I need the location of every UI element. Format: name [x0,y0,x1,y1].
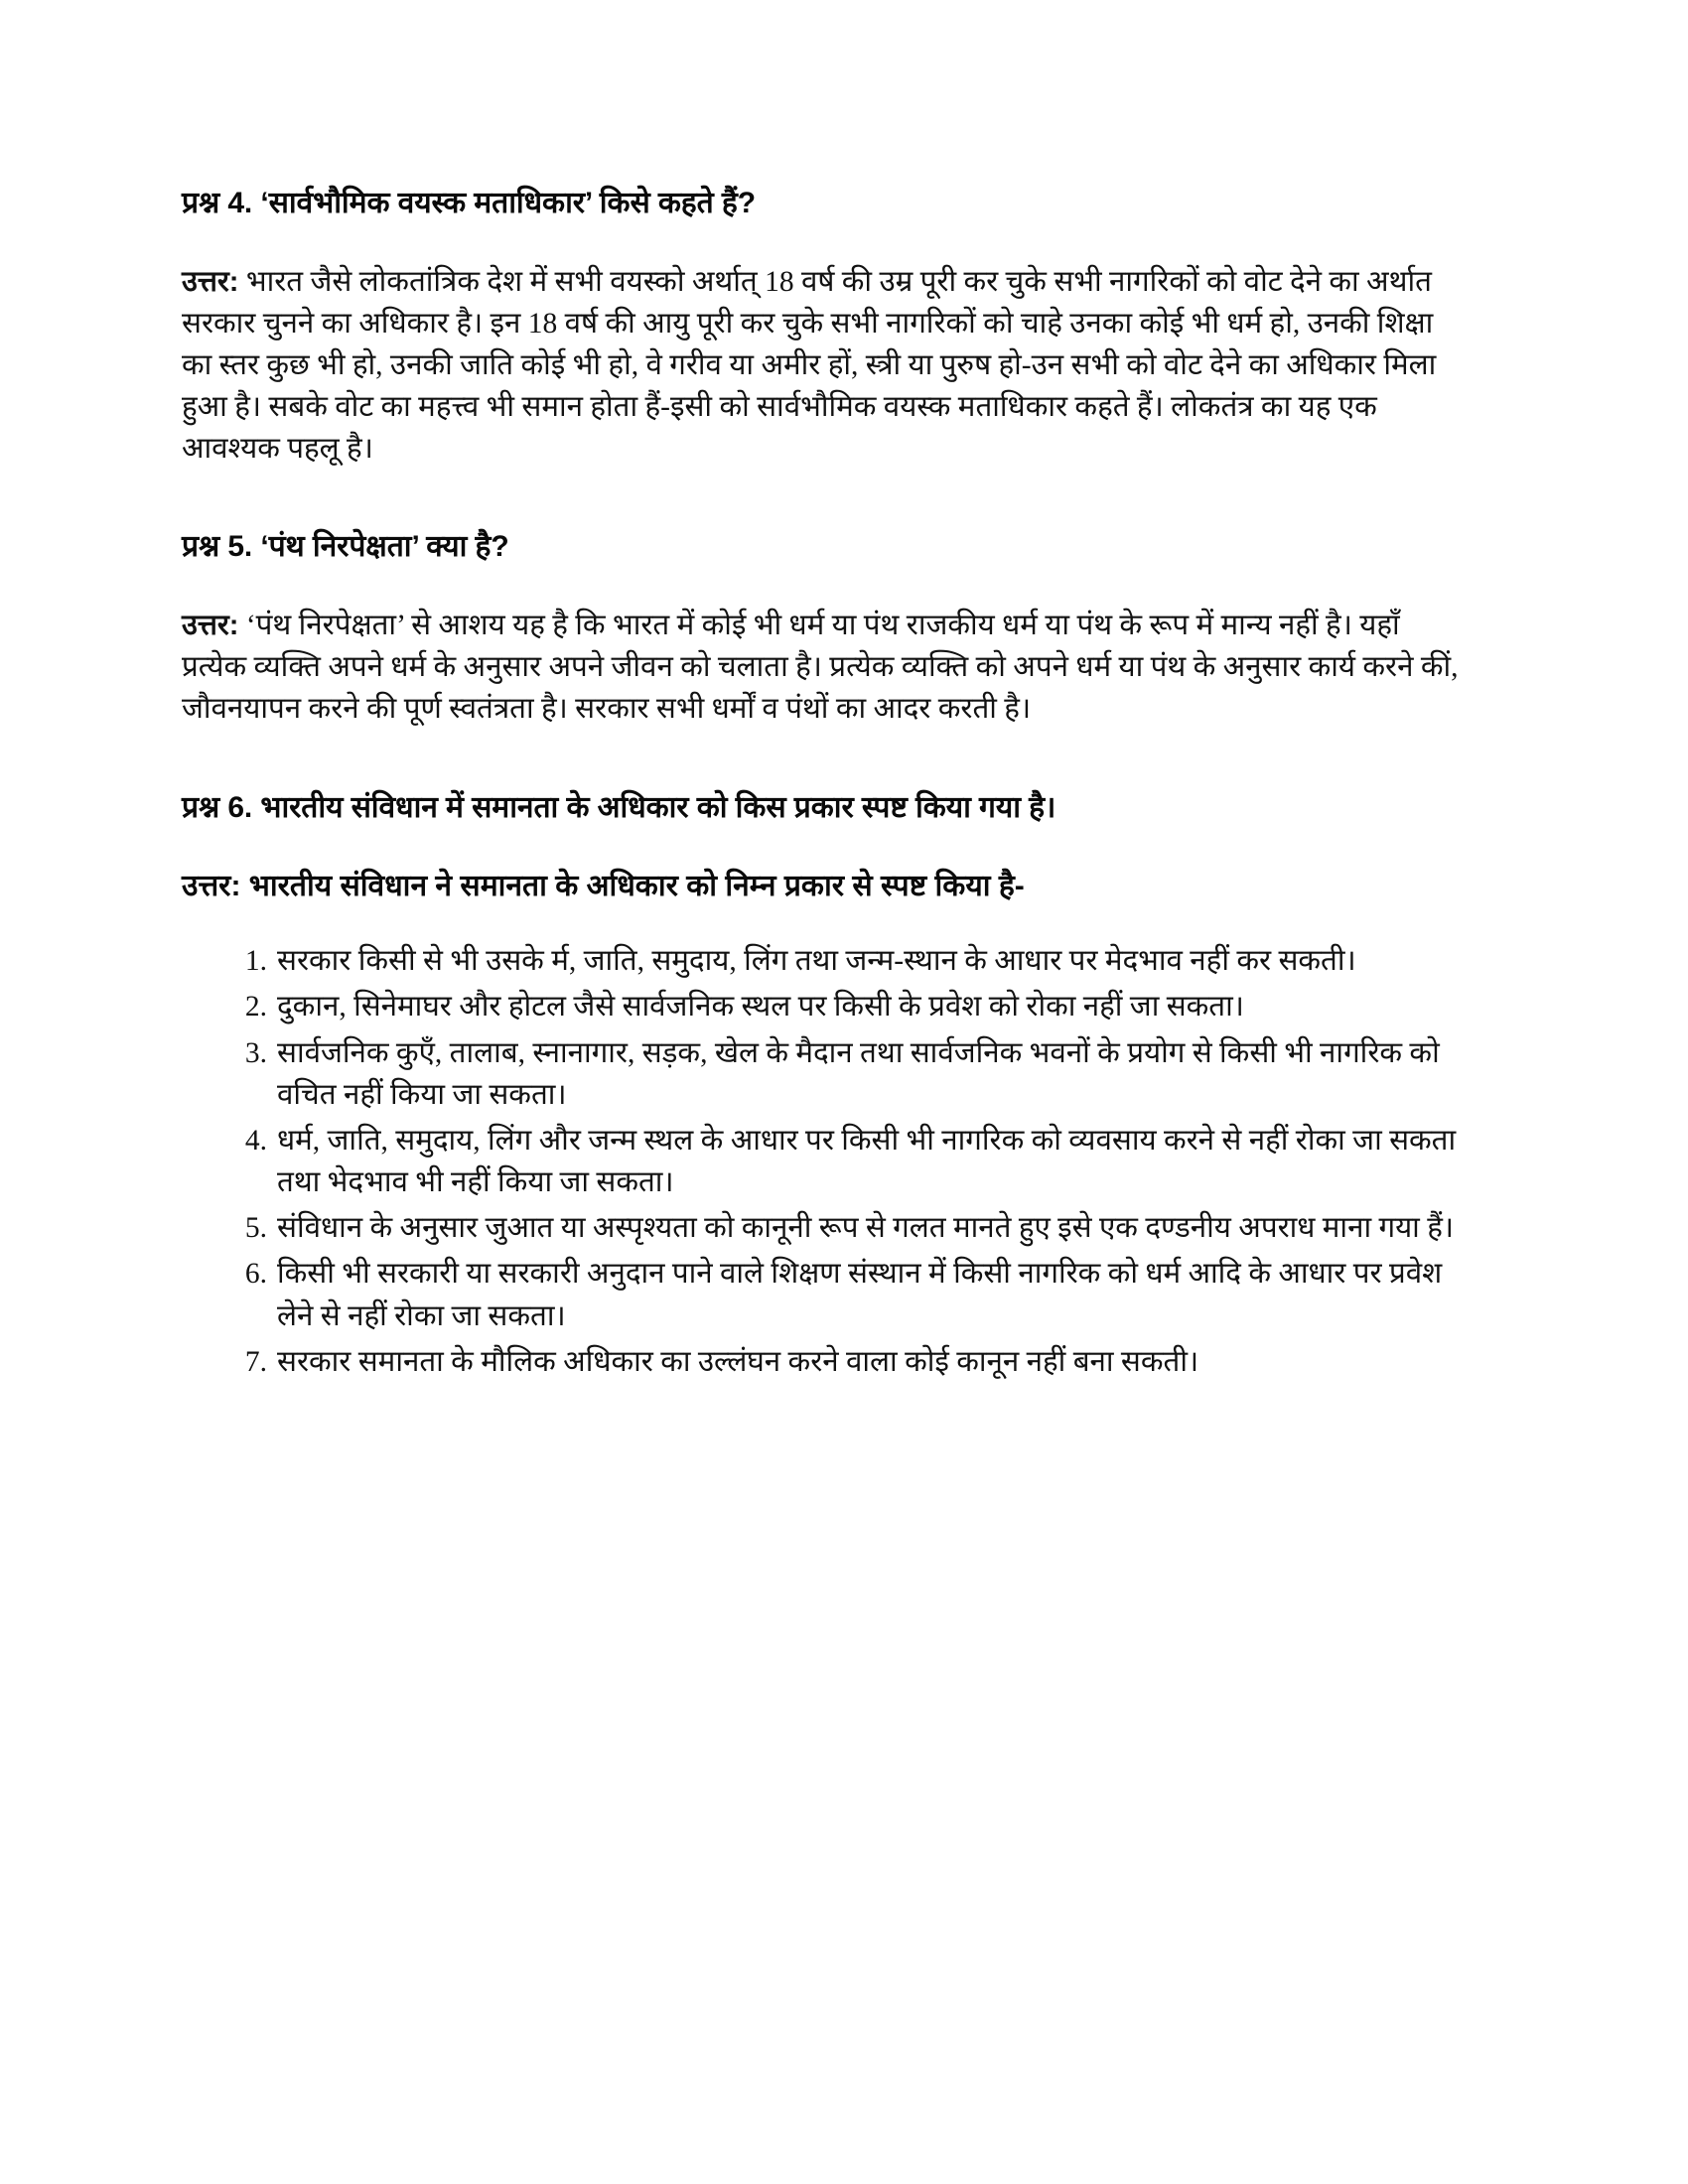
question-6-heading: प्रश्न 6. भारतीय संविधान में समानता के अधिकार को किस प्रकार स्पष्ट किया गया है। [182,791,1056,824]
spacer [182,906,1463,940]
list-item: सरकार समानता के मौलिक अधिकार का उल्लंघन करने वाला कोई कानून नहीं बना सकती। [277,1345,1199,1378]
list-item: दुकान, सिनेमाघर और होटल जैसे सार्वजनिक स्थल पर किसी के प्रवेश को रोका नहीं जा सकता। [277,991,1244,1024]
document-body [182,184,1463,1383]
question-4-answer [182,262,1463,470]
answer-label-4: उत्तर: [182,266,239,298]
spacer [182,566,1463,606]
answer-text-5: ‘पंथ निरपेक्षता’ से आशय यह है कि भारत में कोई भी धर्म या पंथ राजकीय धर्म या पंथ के रूप में मान्य नहीं है। यहाँ प्रत्येक व्यक्ति अपने धर्म के अनुसार अपने जीवन को चलाता है। प्रत्येक व्यक्ति को अपने धर्म या पंथ के अनुसार कार्य करने कीं, जौवनयापन करने की पूर्ण स्वतंत्रता है। सरकार सभी धर्मों व पंथों का आदर करती है। [182,610,1459,726]
list-item: संविधान के अनुसार जुआत या अस्पृश्यता को कानूनी रूप से गलत मानते हुए इसे एक दण्डनीय अपराध माना गया हैं। [277,1212,1455,1245]
spacer [182,470,1463,527]
question-6-answer-intro: उत्तर: भारतीय संविधान ने समानता के अधिकार को निम्न प्रकार से स्पष्ट किया है- [182,870,1025,902]
list-item: धर्म, जाति, समुदाय, लिंग और जन्म स्थल के आधार पर किसी भी नागरिक को व्यवसाय करने से नहीं रोका जा सकता तथा भेदभाव भी नहीं किया जा सकता। [277,1124,1457,1199]
list-item: सरकार किसी से भी उसके र्म, जाति, समुदाय, लिंग तथा जन्म-स्थान के आधार पर मेदभाव नहीं कर सकती। [277,945,1356,978]
question-5-answer [182,606,1463,731]
spacer [182,222,1463,262]
spacer [182,731,1463,788]
spacer [182,827,1463,867]
equality-rights-list [182,940,1463,1383]
question-5-heading: प्रश्न 5. ‘पंथ निरपेक्षता’ क्या है? [182,530,509,564]
question-4-heading: प्रश्न 4. ‘सार्वभौमिक वयस्क मताधिकार’ किसे कहते हैं? [182,187,756,219]
list-item: किसी भी सरकारी या सरकारी अनुदान पाने वाले शिक्षण संस्थान में किसी नागरिक को धर्म आदि के आधार पर प्रवेश लेने से नहीं रोका जा सकता। [277,1258,1443,1332]
answer-label-5: उत्तर: [182,610,239,642]
list-item: सार्वजनिक कुएँ, तालाब, स्नानागार, सड़क, खेल के मैदान तथा सार्वजनिक भवनों के प्रयोग से किसी भी नागरिक को वचित नहीं किया जा सकता। [277,1036,1440,1111]
answer-text-4: भारत जैसे लोकतांत्रिक देश में सभी वयस्को अर्थात् 18 वर्ष की उम्र पूरी कर चुके सभी नागरिकों को वोट देने का अर्थात सरकार चुनने का अधिकार है। इन 18 वर्ष की आयु पूरी कर चुके सभी नागरिकों को चाहे उनका कोई भी धर्म हो, उनकी शिक्षा का स्तर कुछ भी हो, उनकी जाति कोई भी हो, वे गरीव या अमीर हों, स्त्री या पुरुष हो-उन सभी को वोट देने का अधिकार मिला हुआ है। सबके वोट का महत्त्व भी समान होता हैं-इसी को सार्वभौमिक वयस्क मताधिकार कहते हैं। लोकतंत्र का यह एक आवश्यक पहलू है। [182,266,1437,465]
